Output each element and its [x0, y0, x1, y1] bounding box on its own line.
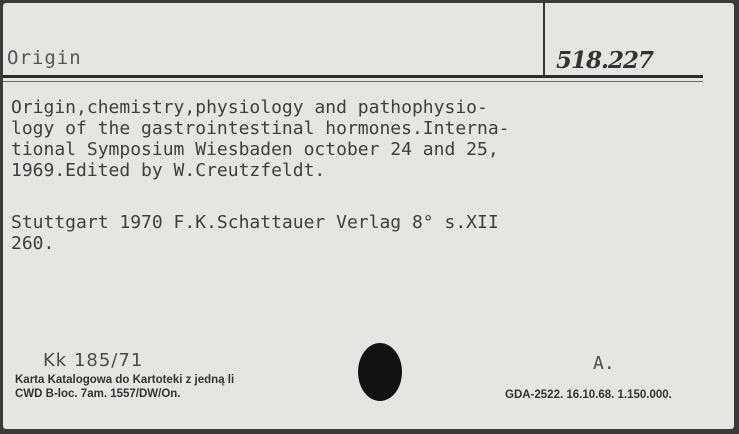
- card-letter: A.: [593, 353, 615, 374]
- description-line: Origin,chemistry,physiology and pathophysio-: [11, 97, 488, 118]
- header-rule: [3, 75, 703, 78]
- shelf-mark: Kk 185/71: [43, 350, 144, 371]
- header-divider: [543, 3, 545, 77]
- imprint: [11, 212, 499, 254]
- description-line: logy of the gastrointestinal hormones.Interna-: [11, 118, 510, 139]
- punch-hole: [358, 343, 402, 401]
- description-line: 1969.Edited by W.Creutzfeldt.: [11, 160, 326, 181]
- bibliographic-description: [11, 97, 734, 181]
- imprint-line: Stuttgart 1970 F.K.Schattauer Verlag 8° s.XII: [11, 212, 499, 233]
- call-number: 518.227: [556, 47, 654, 74]
- card-heading: Origin: [7, 47, 82, 69]
- footer-line: CWD B-loc. 7am. 1557/DW/On.: [15, 388, 181, 400]
- description-line: tional Symposium Wiesbaden october 24 and 25,: [11, 139, 499, 160]
- print-code: GDA-2522. 16.10.68. 1.150.000.: [505, 389, 672, 401]
- catalog-card: [3, 3, 734, 429]
- header-rule-thin: [3, 81, 703, 82]
- footer-line: Karta Katalogowa do Kartoteki z jedną li: [15, 374, 235, 386]
- card-footer: [15, 373, 234, 401]
- imprint-line: 260.: [11, 233, 55, 254]
